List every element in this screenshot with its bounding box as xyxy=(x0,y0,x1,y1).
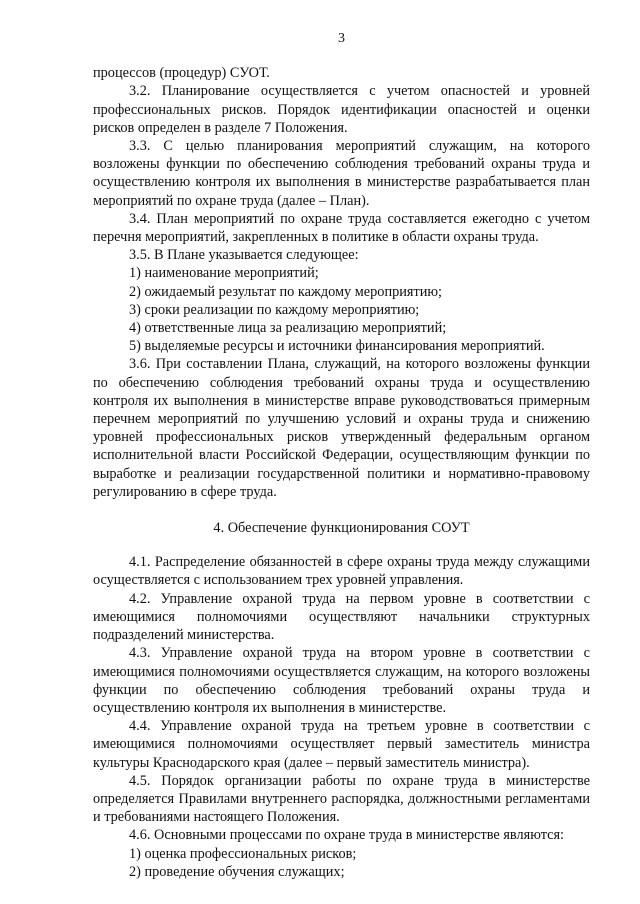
paragraph-4-6: 4.6. Основными процессами по охране труда в министерстве являются: xyxy=(129,827,565,844)
list-item: 2) ожидаемый результат по каждому мероприятию; xyxy=(129,283,443,300)
paragraph-4-2: 4.2. Управление охраной труда на первом уровне в соответствии с имеющимися полномочиями осуществляют начальники структурных подразделений министерства. xyxy=(93,590,590,644)
paragraph-3-4: 3.4. План мероприятий по охране труда составляется ежегодно с учетом перечня мероприятий, закрепленных в политике в области охраны труда. xyxy=(93,210,590,246)
list-item: 4) ответственные лица за реализацию мероприятий; xyxy=(129,320,447,337)
page-number: 3 xyxy=(338,31,345,46)
paragraph-4-1: 4.1. Распределение обязанностей в сфере охраны труда между служащими осуществляется с использованием трех уровней управления. xyxy=(93,554,590,589)
paragraph-4-4: 4.4. Управление охраной труда на третьем уровне в соответствии с имеющимися полномочиями осуществляет первый заместитель министра культуры Краснодарского края (далее – первый заместитель министра). xyxy=(93,718,590,771)
paragraph-3-6: 3.6. При составлении Плана, служащий, на которого возложены функции по обеспечению соблюдения требований охраны труда и осуществлению контроля их выполнения в министерстве вправе руководствоваться примерным перечнем мероприятий по улучшению условий и охраны труда и снижению уровней профессиональных рисков утвержденный федеральным органом исполнительной власти Российской Федерации, осуществляющим функции по выработке и реализации государственной политики и нормативно-правовому регулированию в сфере труда. xyxy=(93,356,590,500)
paragraph-4-5: 4.5. Порядок организации работы по охране труда в министерстве определяется Правилами внутреннего распорядка, должностными регламентами и требованиями настоящего Положения. xyxy=(93,772,590,826)
paragraph-3-3: 3.3. С целью планирования мероприятий служащим, на которого возложены функции по обеспечению соблюдения требований охраны труда и осуществлению контроля их выполнения в министерстве разрабатывается план мероприятий по охране труда (далее – План). xyxy=(93,138,590,209)
paragraph-3-5: 3.5. В Плане указывается следующее: xyxy=(129,247,359,264)
list-item: 5) выделяемые ресурсы и источники финансирования мероприятий. xyxy=(129,338,545,355)
list-item: 1) наименование мероприятий; xyxy=(129,265,319,282)
list-item: 1) оценка профессиональных рисков; xyxy=(129,845,357,862)
list-item: 3) сроки реализации по каждому мероприятию; xyxy=(129,301,420,318)
section-heading: 4. Обеспечение функционирования СОУТ xyxy=(213,520,470,537)
paragraph-continuation: процессов (процедур) СУОТ. xyxy=(93,65,270,82)
list-item: 2) проведение обучения служащих; xyxy=(129,863,345,880)
paragraph-3-2: 3.2. Планирование осуществляется с учетом опасностей и уровней профессиональных рисков. Порядок идентификации опасностей и оценки рисков определен в разделе 7 Положения. xyxy=(93,83,590,136)
paragraph-4-3: 4.3. Управление охраной труда на втором уровне в соответствии с имеющимися полномочиями осуществляется служащим, на которого возложены функции по обеспечению соблюдения требований охраны труда и осуществлению контроля их выполнения в министерстве. xyxy=(93,645,590,716)
